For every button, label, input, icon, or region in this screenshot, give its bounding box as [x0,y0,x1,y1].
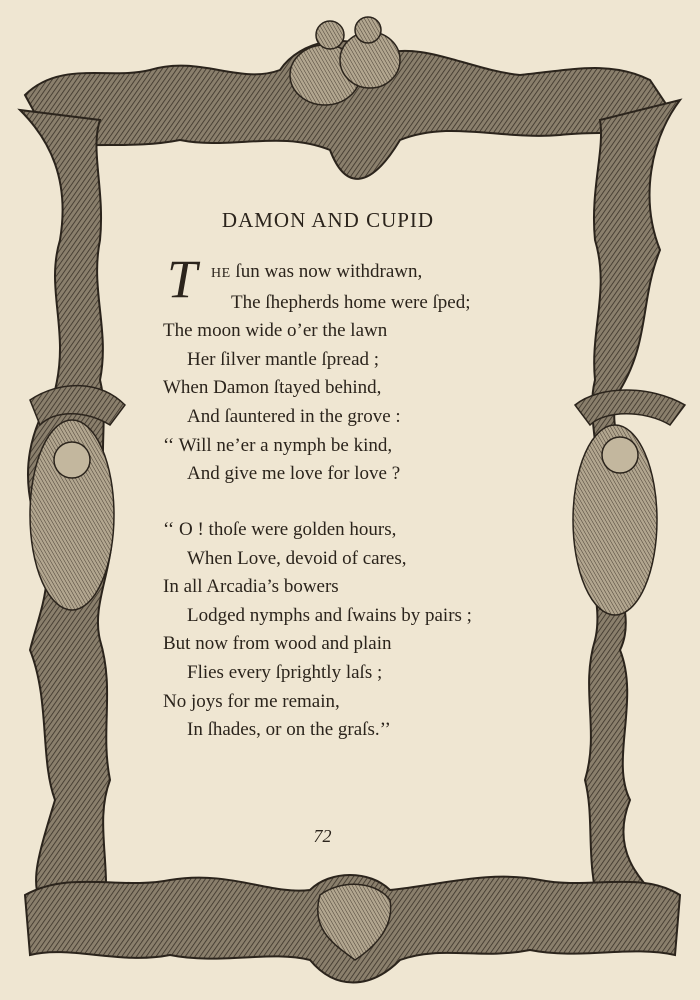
poem-line [163,258,563,289]
poem-line: When Damon ſtayed behind, [163,377,382,399]
stanza-1 [163,249,563,489]
first-line-tail: ſun was now withdrawn, [230,261,423,282]
poem-line: And give me love for love ? [187,463,401,485]
poem-line: But now from wood and plain [163,633,392,655]
poem-title: DAMON AND CUPID [221,208,435,232]
page-number: 72 [313,826,332,846]
poem-line: The ſhepherds home were ſped; [231,291,471,313]
poem-line: When Love, devoid of cares, [187,547,407,569]
small-caps-word: HE [211,266,231,281]
poem-line: No joys for me remain, [163,690,340,712]
poem-line: Flies every ſprightly laſs ; [187,661,383,683]
poem-line: Lodged nymphs and ſwains by pairs ; [187,604,472,626]
poem-line: In ſhades, or on the graſs.’’ [187,719,391,741]
poem-line: The moon wide o’er the lawn [163,320,388,342]
stanza-2 [163,516,563,745]
poem-line: ‘‘ Will ne’er a nymph be kind, [163,434,393,456]
drop-cap: T [167,249,198,309]
poem-line: ‘‘ O ! thoſe were golden hours, [163,519,397,540]
poem-line: And ſauntered in the grove : [187,405,401,427]
poem-line: In all Arcadia’s bowers [163,576,339,598]
poem-line: Her ſilver mantle ſpread ; [187,348,380,370]
